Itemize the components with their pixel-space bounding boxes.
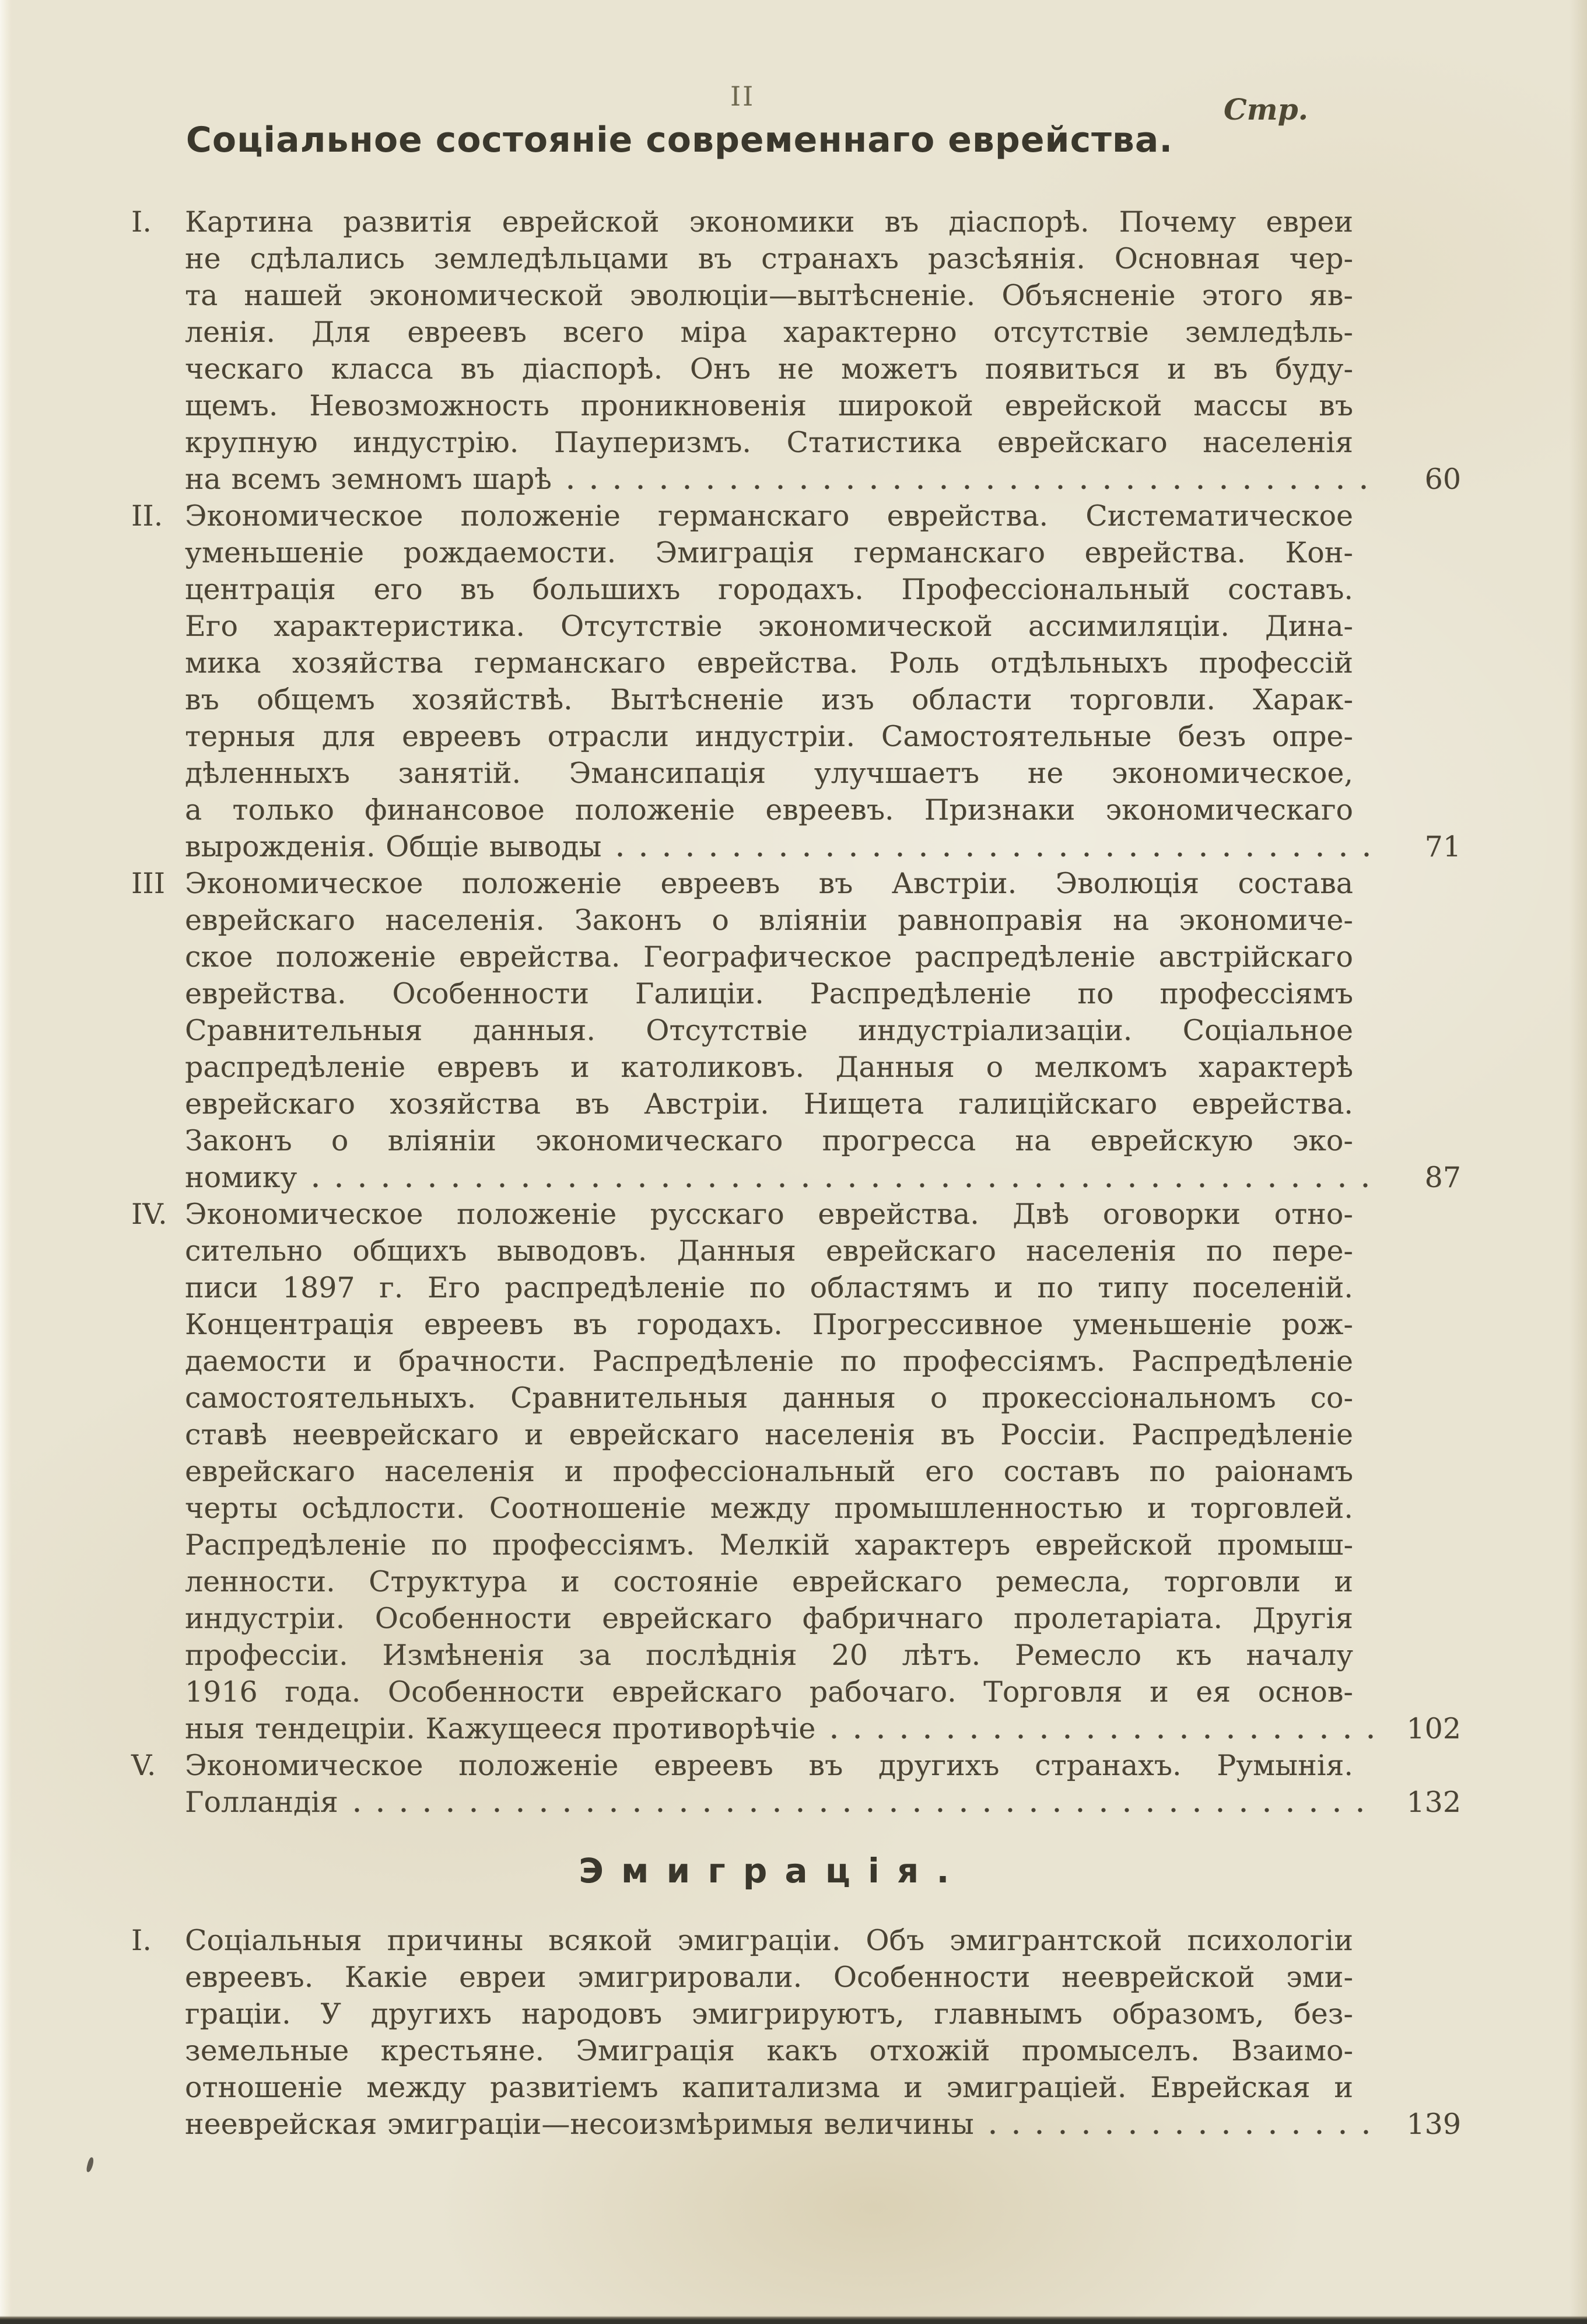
entry-numeral: I. <box>131 205 152 239</box>
dot-leader <box>832 1734 1378 1739</box>
dot-leader <box>355 1808 1378 1812</box>
table-of-contents <box>131 120 1461 2143</box>
toc-entry <box>131 1922 1461 2143</box>
toc-line: въ общемъ хозяйствѣ. Вытѣсненіе изъ области торговли. Харак- <box>185 683 1353 716</box>
toc-line-final <box>185 2106 1461 2143</box>
dot-leader <box>618 852 1378 857</box>
page-ref: 60 <box>1424 463 1461 496</box>
toc-line: Распредѣленіе по профессіямъ. Мелкій характеръ еврейской промыш- <box>185 1528 1353 1562</box>
page-column-label: Стр. <box>1224 92 1309 127</box>
toc-line: ское положеніе еврейства. Географическое распредѣленіе австрійскаго <box>185 940 1353 974</box>
toc-line: еврейскаго населенія. Законъ о вліяніи равноправія на экономиче- <box>185 904 1353 937</box>
entry-numeral: V. <box>131 1749 156 1782</box>
toc-line: центрація его въ большихъ городахъ. Профессіональный составъ. <box>185 573 1353 606</box>
toc-line: не сдѣлались земледѣльцами въ странахъ разсѣянія. Основная чер- <box>185 242 1353 275</box>
toc-line: щемъ. Невозможность проникновенія широкой еврейской массы въ <box>185 389 1353 422</box>
toc-line: мика хозяйства германскаго еврейства. Роль отдѣльныхъ профессій <box>185 646 1353 680</box>
section-heading: Эмиграція. <box>579 1851 967 1891</box>
toc-line: терныя для евреевъ отрасли индустріи. Самостоятельные безъ опре- <box>185 720 1353 753</box>
toc-line: еврейскаго хозяйства въ Австріи. Нищета галиційскаго еврейства. <box>185 1087 1353 1121</box>
toc-line: сительно общихъ выводовъ. Данныя еврейскаго населенія по пере- <box>185 1234 1353 1268</box>
toc-line-final <box>185 1784 1461 1821</box>
toc-line: уменьшеніе рождаемости. Эмиграція германскаго еврейства. Кон- <box>185 536 1353 569</box>
toc-line: еврейскаго населенія и профессіональный его составъ по раіонамъ <box>185 1455 1353 1488</box>
toc-line: Экономическое положеніе русскаго еврейства. Двѣ оговорки отно- <box>185 1198 1353 1231</box>
page-ref: 71 <box>1424 830 1461 863</box>
page-ref: 139 <box>1406 2108 1461 2141</box>
toc-line: еврейства. Особенности Галиціи. Распредѣленіе по профессіямъ <box>185 977 1353 1010</box>
toc-line: Соціальныя причины всякой эмиграціи. Объ эмигрантской психологіи <box>185 1924 1353 1957</box>
ink-speck <box>86 2157 94 2172</box>
toc-line: земельные крестьяне. Эмиграція какъ отхожій промыселъ. Взаимо- <box>185 2034 1353 2067</box>
toc-line: 1916 года. Особенности еврейскаго рабочаго. Торговля и ея основ- <box>185 1675 1353 1709</box>
entry-numeral: II. <box>131 499 163 533</box>
entry-numeral: I. <box>131 1924 152 1957</box>
toc-line-final <box>185 461 1461 498</box>
entry-numeral: III <box>131 867 166 900</box>
toc-line: самостоятельныхъ. Сравнительныя данныя о прокессіональномъ со- <box>185 1381 1353 1415</box>
toc-line-text: вырожденія. Общіе выводы <box>185 830 602 863</box>
toc-line: даемости и брачности. Распредѣленіе по профессіямъ. Распредѣленіе <box>185 1345 1353 1378</box>
toc-line-text: нееврейская эмиграціи—несоизмѣримыя величины <box>185 2108 974 2141</box>
toc-line: индустріи. Особенности еврейскаго фабричнаго пролетаріата. Другія <box>185 1602 1353 1635</box>
toc-entry <box>131 865 1461 1196</box>
toc-line: крупную индустрію. Пауперизмъ. Статистика еврейскаго населенія <box>185 426 1353 459</box>
toc-line-final <box>185 1159 1461 1196</box>
section-heading: Соціальное состояніе современнаго еврейства. <box>185 120 1173 160</box>
toc-line: ставѣ нееврейскаго и еврейскаго населенія въ Россіи. Распредѣленіе <box>185 1418 1353 1451</box>
toc-line: Экономическое положеніе евреевъ въ другихъ странахъ. Румынія. <box>185 1749 1353 1782</box>
dot-leader <box>313 1183 1378 1188</box>
toc-line-final <box>185 1710 1461 1747</box>
page-ref: 87 <box>1424 1161 1461 1194</box>
toc-line: Концентрація евреевъ въ городахъ. Прогрессивное уменьшеніе рож- <box>185 1308 1353 1341</box>
toc-line: а только финансовое положеніе евреевъ. Признаки экономическаго <box>185 793 1353 827</box>
toc-line-text: на всемъ земномъ шарѣ <box>185 463 552 496</box>
dot-leader <box>568 485 1378 489</box>
dot-leader <box>990 2130 1378 2134</box>
toc-line: та нашей экономической эволюціи—вытѣсненіе. Объясненіе этого яв- <box>185 279 1353 312</box>
page-ref: 102 <box>1406 1712 1461 1745</box>
toc-entry <box>131 204 1461 498</box>
toc-line: Картина развитія еврейской экономики въ діаспорѣ. Почему евреи <box>185 205 1353 239</box>
toc-line-text: номику <box>185 1161 297 1194</box>
toc-line: Законъ о вліяніи экономическаго прогресса на еврейскую эко- <box>185 1124 1353 1157</box>
toc-line: ленности. Структура и состояніе еврейскаго ремесла, торговли и <box>185 1565 1353 1598</box>
toc-line: дѣленныхъ занятій. Эмансипація улучшаетъ не экономическое, <box>185 757 1353 790</box>
toc-line: Его характеристика. Отсутствіе экономической ассимиляціи. Дина- <box>185 610 1353 643</box>
toc-line: Экономическое положеніе евреевъ въ Австріи. Эволюція состава <box>185 867 1353 900</box>
toc-line: отношеніе между развитіемъ капитализма и эмиграціей. Еврейская и <box>185 2071 1353 2104</box>
folio-page-number: II <box>730 80 755 112</box>
toc-line-text: Голландія <box>185 1786 338 1819</box>
toc-line: Сравнительныя данныя. Отсутствіе индустріализаціи. Соціальное <box>185 1014 1353 1047</box>
toc-line: Экономическое положеніе германскаго еврейства. Систематическое <box>185 499 1353 533</box>
toc-entry <box>131 1747 1461 1821</box>
toc-line: ческаго класса въ діаспорѣ. Онъ не можетъ появиться и въ буду- <box>185 352 1353 386</box>
toc-line-text: ныя тендецріи. Кажущееся противорѣчіе <box>185 1712 816 1745</box>
toc-line: профессіи. Измѣненія за послѣднія 20 лѣтъ. Ремесло къ началу <box>185 1639 1353 1672</box>
toc-line: черты осѣдлости. Соотношеніе между промышленностью и торговлей. <box>185 1492 1353 1525</box>
toc-line: ленія. Для евреевъ всего міра характерно отсутствіе земледѣль- <box>185 316 1353 349</box>
toc-line: граціи. У другихъ народовъ эмигрируютъ, главнымъ образомъ, без- <box>185 1997 1353 2031</box>
toc-line: писи 1897 г. Его распредѣленіе по областямъ и по типу поселеній. <box>185 1271 1353 1304</box>
toc-line: евреевъ. Какіе евреи эмигрировали. Особенности нееврейской эми- <box>185 1961 1353 1994</box>
toc-entry <box>131 498 1461 865</box>
entry-numeral: IV. <box>131 1198 167 1231</box>
toc-line: распредѣленіе евревъ и католиковъ. Данныя о мелкомъ характерѣ <box>185 1051 1353 1084</box>
toc-entry <box>131 1196 1461 1747</box>
page-ref: 132 <box>1406 1786 1461 1819</box>
toc-line-final <box>185 828 1461 865</box>
